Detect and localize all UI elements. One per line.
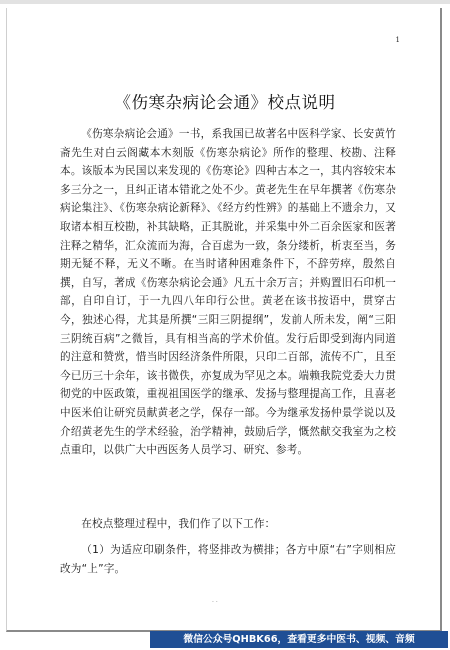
paragraph-text: （1）为适应印刷条件，将竖排改为横排；各方中原“右”字则相应改为“上”字。 [60,544,396,575]
scan-specks: . . [212,597,218,604]
body-paragraph-item-1 [60,541,396,578]
paragraph-text: 在校点整理过程中，我们作了以下工作： [81,518,276,530]
body-paragraph-intro [60,515,396,534]
watermark-banner: 微信公众号QHBK66，查看更多中医书、视频、音频 [150,631,448,648]
paragraph-text: 《伤寒杂病论会通》一书，系我国已故著名中医科学家、长安黄竹斋先生对白云阁藏本木刻版《伤寒杂病论》所作的整理、校勘、注释本。该版本为民国以来发现的《伤寒论》四种古本之一，其内容较宋本多三分之一，且纠正诸本错讹之处不少。黄老先生在早年撰著《伤寒杂病论集注》、《伤寒杂病论新释》、《经方约性辨》的基础上不遗余力，又取诸本相互校勘，补其缺略，正其脱讹，并采集中外二百余医家和医著注释之精华，汇众流而为海，合百虑为一致，条分缕析，析衷至当，务期无疑不释，无义不晰。在当时诸种困难条件下，不辞劳瘁，殷然自撰，自写，著成《伤寒杂病论会通》凡五十余万言；并购置旧石印机一部，自印自订，于一九四八年印行公世。黄老在该书按语中，贯穿古今，独述心得，尤其是所撰“三阳三阴提纲”，发前人所未发，阐“三阳三阴统百病”之微旨，具有相当高的学术价值。发行后即受到海内同道的注意和赞赏，惜当时因经济条件所限，只印二百部，流传不广，且至今已历三十余年，该书微佚，亦复成为罕见之本。端赖我院党委大力贯彻党的中医政策，重视祖国医学的继承、发扬与整理提高工作，且喜老中医米伯让研究员献黄老之学，保存一部。今为继承发扬仲景学说以及介绍黄老先生的学术经验，治学精神，鼓励后学，慨然献交我室为之校点重印，以供广大中西医务人员学习、研究、参考。 [60,128,396,457]
document-title: 《伤寒杂病论会通》校点说明 [114,93,336,112]
body-paragraph-main [60,125,396,460]
window-top-edge [0,0,450,4]
page-number: 1 [395,36,400,44]
